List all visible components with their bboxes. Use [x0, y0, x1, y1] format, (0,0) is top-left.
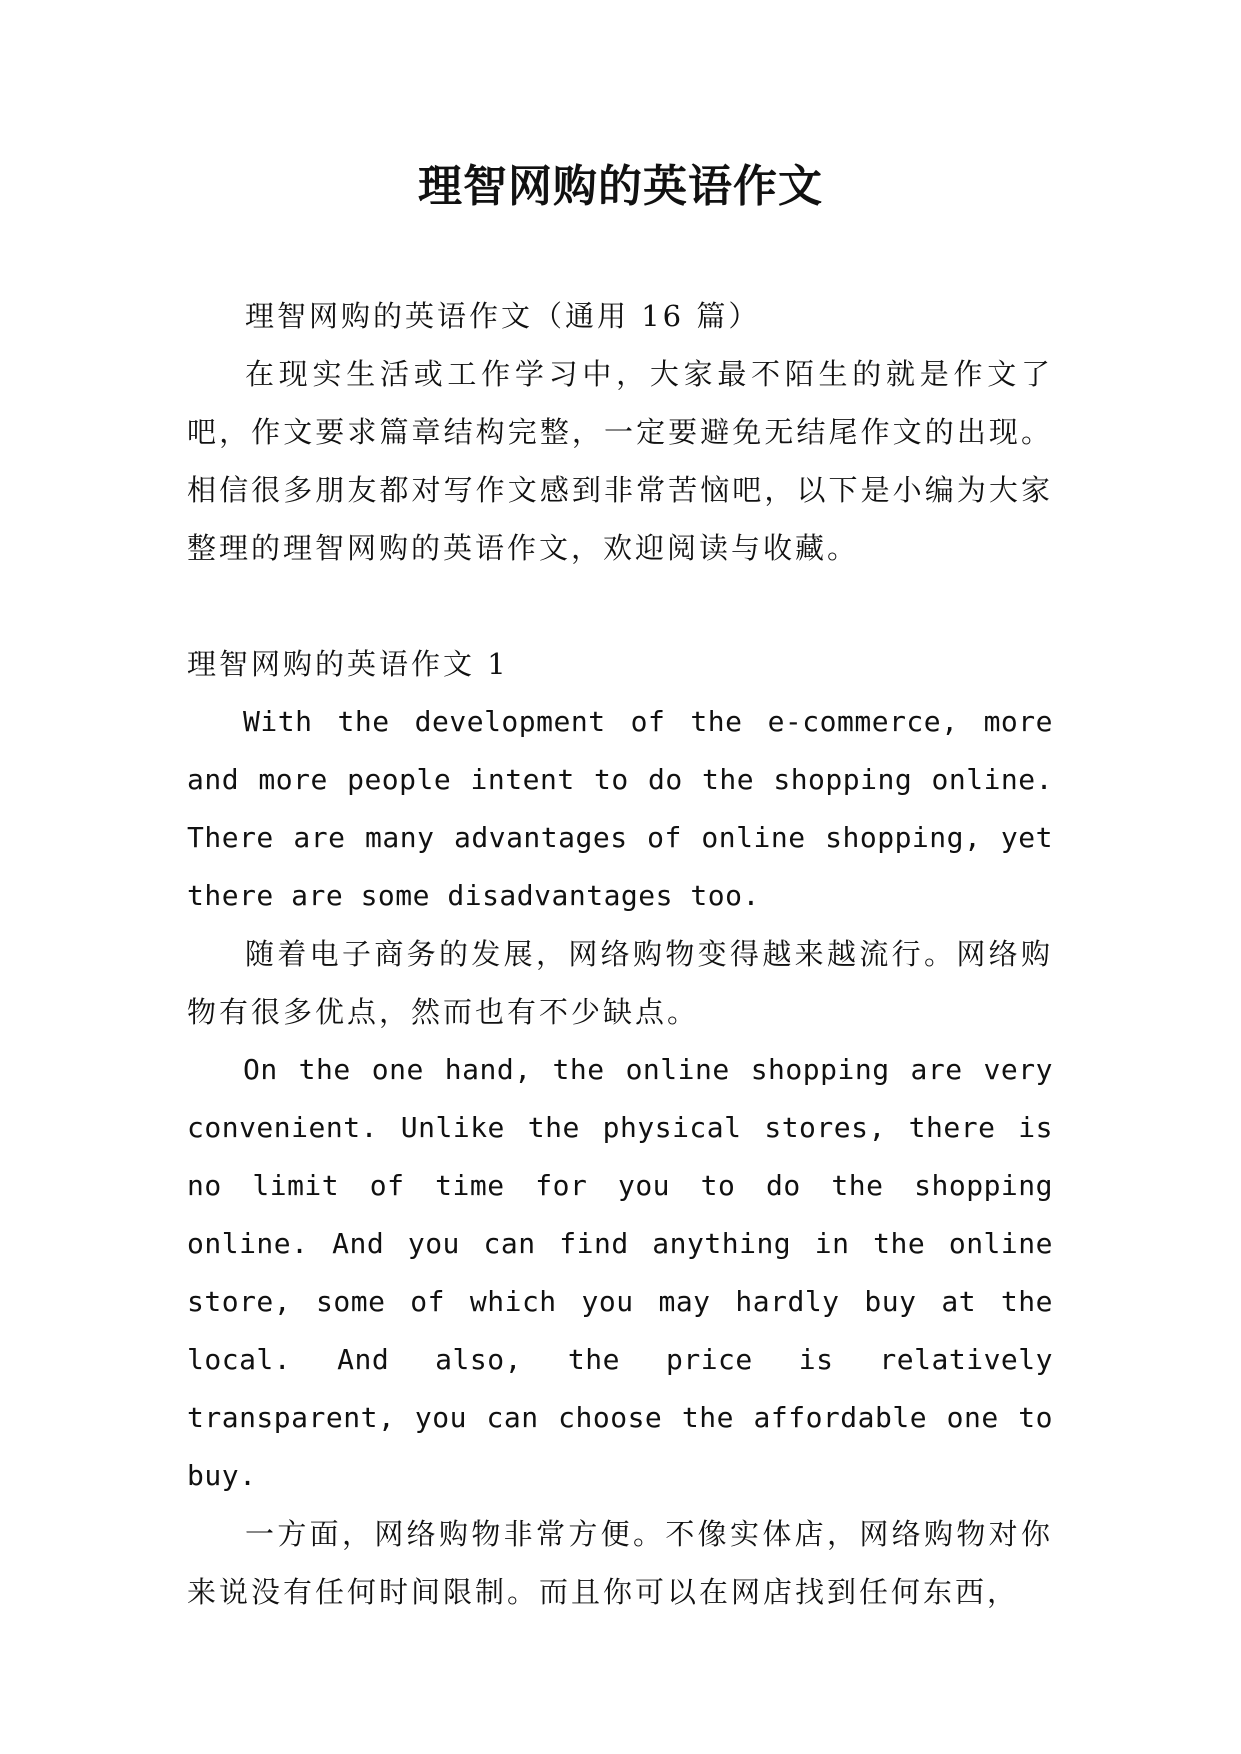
paragraph-spacer — [187, 577, 1053, 635]
paragraph-en-1: With the development of the e-commerce, more and more people intent to do the shopping online. There are many advantages of online shopping, yet there are some disadvantages too. — [187, 705, 1053, 912]
document-body — [187, 287, 1053, 1621]
paragraph-zh-1: 随着电子商务的发展，网络购物变得越来越流行。网络购物有很多优点，然而也有不少缺点。 — [187, 937, 1053, 1029]
paragraph-en-2: On the one hand, the online shopping are very convenient. Unlike the physical stores, there is no limit of time for you to do the shopping online. And you can find anything in the online store, some of which you may hardly buy at the local. And also, the price is relatively transparent, you can choose the affordable one to buy. — [187, 1053, 1053, 1492]
section-heading: 理智网购的英语作文 1 — [187, 647, 509, 681]
intro-paragraph: 在现实生活或工作学习中，大家最不陌生的就是作文了吧，作文要求篇章结构完整，一定要避免无结尾作文的出现。相信很多朋友都对写作文感到非常苦恼吧，以下是小编为大家整理的理智网购的英语作文，欢迎阅读与收藏。 — [187, 357, 1053, 565]
document-title: 理智网购的英语作文 — [418, 161, 823, 212]
document-subtitle: 理智网购的英语作文（通用 16 篇） — [245, 299, 761, 333]
paragraph-zh-2: 一方面，网络购物非常方便。不像实体店，网络购物对你来说没有任何时间限制。而且你可以在网店找到任何东西， — [187, 1517, 1053, 1609]
